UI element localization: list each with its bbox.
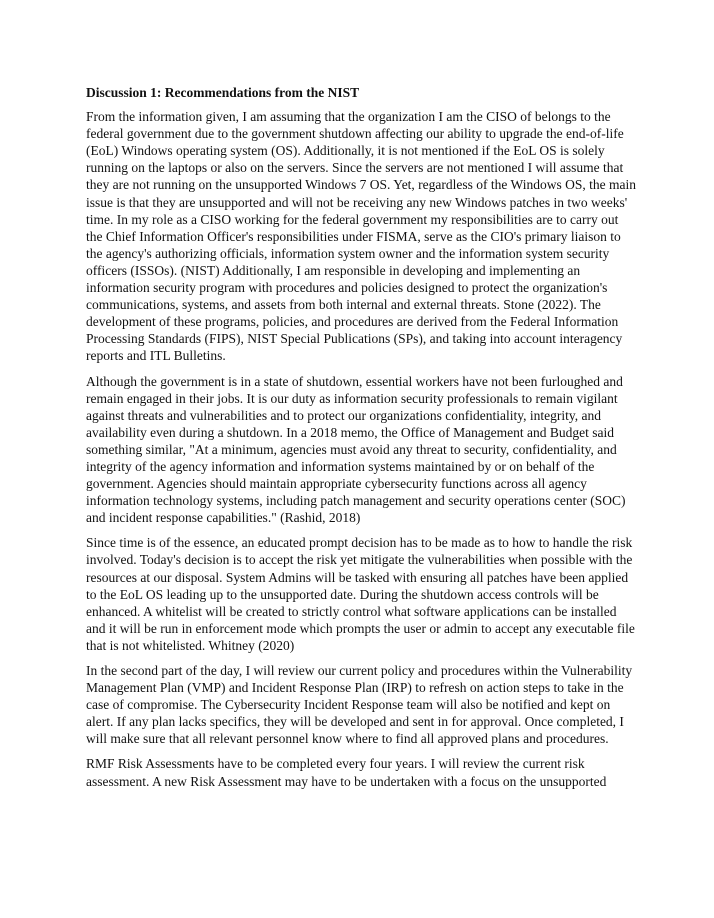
paragraph-4: In the second part of the day, I will review our current policy and procedures within the Vulnerability Management Plan (VMP) and Incident Response Plan (IRP) to refresh on action steps to take in the case of compromise. The Cybersecurity Incident Response team will also be notified and kept on alert. If any plan lacks specifics, they will be developed and sent in for approval. Once completed, I will make sure that all relevant personnel know where to find all approved plans and procedures. [86, 663, 633, 747]
document-heading: Discussion 1: Recommendations from the NIST [86, 85, 360, 100]
paragraph-1: From the information given, I am assuming that the organization I am the CISO of belongs to the federal government due to the government shutdown affecting our ability to upgrade the end-of-life (EoL) Windows operating system (OS). Additionally, it is not mentioned if the EoL OS is solely running on the laptops or also on the servers. Since the servers are not mentioned I will assume that they are not running on the unsupported Windows 7 OS. Yet, regardless of the Windows OS, the main issue is that they are unsupported and will not be receiving any new Windows patches in two weeks' time. In my role as a CISO working for the federal government my responsibilities are to carry out the Chief Information Officer's responsibilities under FISMA, serve as the CIO's primary liaison to the agency's authorizing officials, information system owner and the information system security officers (ISSOs). (NIST) Additionally, I am responsible in developing and implementing an information security program with procedures and policies designed to protect the organization's communications, systems, and assets from both internal and external threats. Stone (2022). The development of these programs, policies, and procedures are derived from the Federal Information Processing Standards (FIPS), NIST Special Publications (SPs), and taking into account interagency reports and ITL Bulletins. [86, 109, 636, 364]
paragraph-3: Since time is of the essence, an educated prompt decision has to be made as to how to handle the risk involved. Today's decision is to accept the risk yet mitigate the vulnerabilities when possible with the resources at our disposal. System Admins will be tasked with ensuring all patches have been applied to the EoL OS leading up to the unsupported date. During the shutdown access controls will be enhanced. A whitelist will be created to strictly control what software applications can be installed and it will be run in enforcement mode which prompts the user or admin to accept any executable file that is not whitelisted. Whitney (2020) [86, 535, 635, 653]
paragraph-5: RMF Risk Assessments have to be completed every four years. I will review the current risk assessment. A new Risk Assessment may have to be undertaken with a focus on the unsupported [86, 756, 607, 789]
paragraph-2: Although the government is in a state of shutdown, essential workers have not been furloughed and remain engaged in their jobs. It is our duty as information security professionals to remain vigilant against threats and vulnerabilities and to protect our organizations confidentiality, integrity, and availability even during a shutdown. In a 2018 memo, the Office of Management and Budget said something similar, "At a minimum, agencies must avoid any threat to security, confidentiality, and integrity of the agency information and information systems maintained by or on behalf of the government. Agencies should maintain appropriate cybersecurity functions across all agency information technology systems, including patch management and security operations center (SOC) and incident response capabilities." (Rashid, 2018) [86, 373, 626, 526]
document-body [86, 84, 638, 798]
